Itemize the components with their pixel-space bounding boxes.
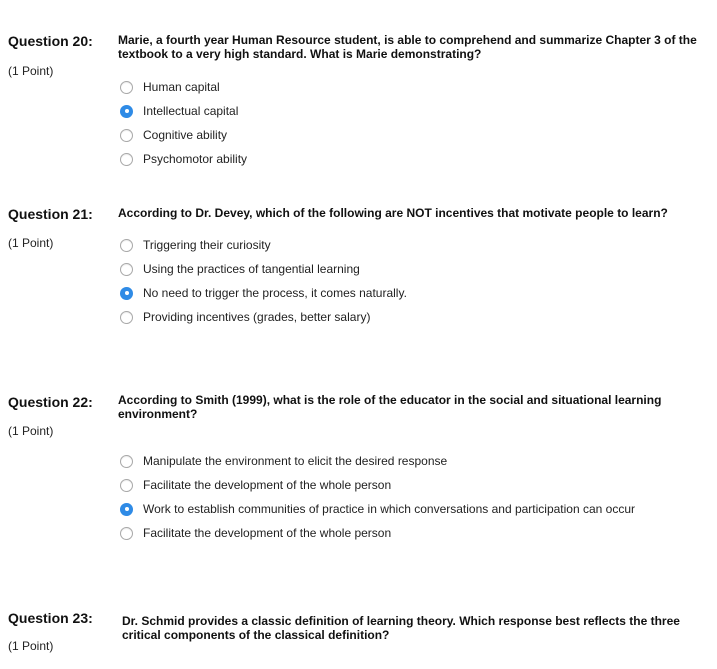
radio-button[interactable] [120, 311, 133, 324]
question-label: Question 23: [8, 610, 93, 626]
option-label[interactable]: Using the practices of tangential learning [143, 262, 360, 276]
option-label[interactable]: Providing incentives (grades, better salary) [143, 310, 371, 324]
radio-button[interactable] [120, 239, 133, 252]
radio-button[interactable] [120, 153, 133, 166]
answer-option[interactable] [120, 125, 227, 145]
answer-option[interactable] [120, 451, 447, 471]
radio-button-selected[interactable] [120, 105, 133, 118]
question-text: According to Smith (1999), what is the role of the educator in the social and situational learning environment? [118, 393, 662, 421]
option-label[interactable]: Cognitive ability [143, 128, 228, 142]
question-points: (1 Point) [8, 639, 54, 653]
question-text: Marie, a fourth year Human Resource student, is able to comprehend and summarize Chapter 3 of the textbook to a very high standard. What is Marie demonstrating? [118, 33, 697, 61]
answer-option[interactable] [120, 101, 238, 121]
answer-option[interactable] [120, 307, 370, 327]
option-label[interactable]: Work to establish communities of practice in which conversations and participation can occur [143, 502, 636, 516]
option-label[interactable]: Triggering their curiosity [143, 238, 271, 252]
question-points: (1 Point) [8, 236, 54, 250]
radio-button-selected[interactable] [120, 503, 133, 516]
question-text: Dr. Schmid provides a classic definition of learning theory. Which response best reflects the three critical components of the classical definition? [122, 614, 680, 642]
question-label: Question 21: [8, 206, 93, 222]
answer-option[interactable] [120, 235, 271, 255]
question-label: Question 20: [8, 33, 93, 49]
radio-button[interactable] [120, 263, 133, 276]
radio-button[interactable] [120, 527, 133, 540]
option-label[interactable]: Human capital [143, 80, 220, 94]
question-points: (1 Point) [8, 424, 54, 438]
answer-option[interactable] [120, 259, 360, 279]
answer-option[interactable] [120, 77, 220, 97]
option-label[interactable]: Facilitate the development of the whole person [143, 526, 392, 540]
option-label[interactable]: Manipulate the environment to elicit the desired response [143, 454, 448, 468]
question-text: According to Dr. Devey, which of the following are NOT incentives that motivate people to learn? [118, 206, 668, 220]
radio-button[interactable] [120, 479, 133, 492]
answer-option[interactable] [120, 283, 407, 303]
answer-option[interactable] [120, 523, 391, 543]
question-points: (1 Point) [8, 64, 54, 78]
option-label[interactable]: No need to trigger the process, it comes naturally. [143, 286, 407, 300]
option-label[interactable]: Facilitate the development of the whole person [143, 478, 392, 492]
radio-button-selected[interactable] [120, 287, 133, 300]
option-label[interactable]: Psychomotor ability [143, 152, 248, 166]
question-label: Question 22: [8, 394, 93, 410]
answer-option[interactable] [120, 475, 391, 495]
answer-option[interactable] [120, 149, 247, 169]
option-label[interactable]: Intellectual capital [143, 104, 239, 118]
radio-button[interactable] [120, 455, 133, 468]
radio-button[interactable] [120, 81, 133, 94]
radio-button[interactable] [120, 129, 133, 142]
answer-option[interactable] [120, 499, 635, 519]
